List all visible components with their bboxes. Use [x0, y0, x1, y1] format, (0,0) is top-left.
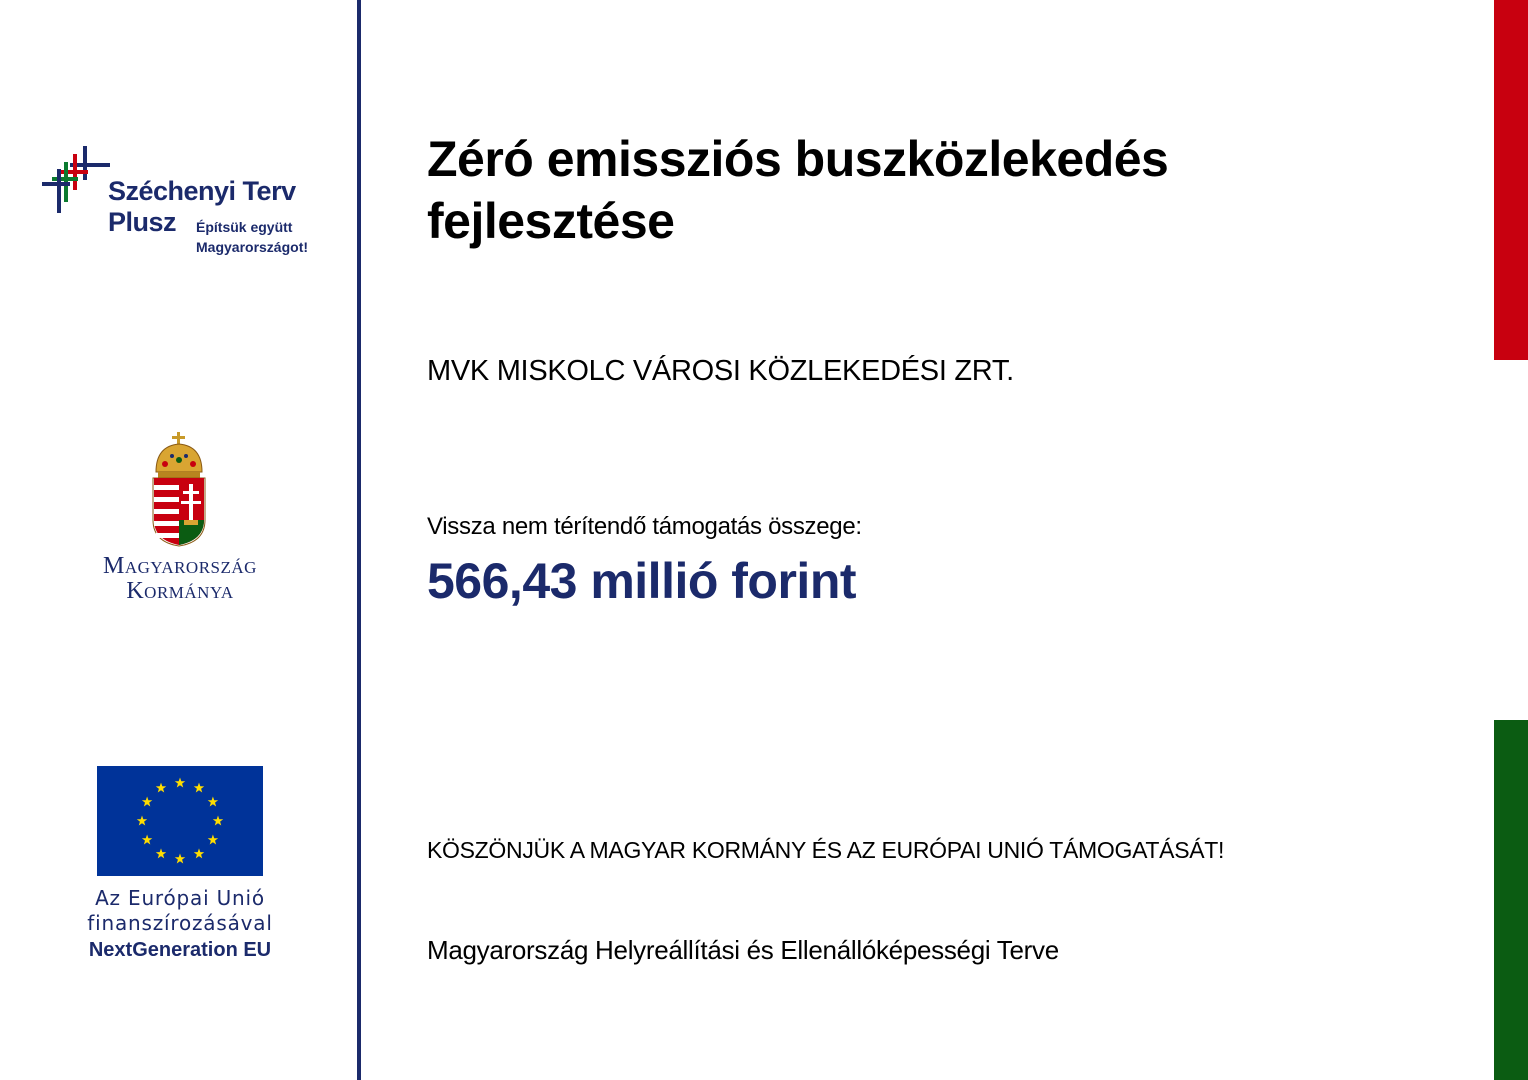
government-line-2: Kormánya — [126, 578, 234, 604]
szechenyi-tagline-1: Építsük együtt — [196, 219, 293, 235]
eu-flag-icon — [97, 766, 263, 876]
eu-star-icon — [175, 854, 185, 864]
eu-line-1: Az Európai Unió — [95, 886, 265, 910]
eu-stars — [97, 766, 263, 876]
eu-star-icon — [142, 797, 152, 807]
government-logo — [60, 430, 300, 610]
grant-amount-label: Vissza nem térítendő támogatás összege: — [427, 513, 862, 540]
eu-star-icon — [213, 816, 223, 826]
eu-star-icon — [156, 848, 166, 858]
government-line-1: Magyarország — [103, 553, 257, 579]
eu-funding-text — [40, 886, 320, 964]
szechenyi-tagline-2: Magyarországot! — [196, 239, 309, 255]
thanks-message: KÖSZÖNJÜK A MAGYAR KORMÁNY ÉS AZ EURÓPAI UNIÓ TÁMOGATÁSÁT! — [427, 837, 1225, 863]
beneficiary-name: MVK MISKOLC VÁROSI KÖZLEKEDÉSI ZRT. — [427, 355, 1014, 387]
logo-column — [0, 0, 358, 1080]
eu-star-icon — [194, 848, 204, 858]
eu-star-icon — [194, 783, 204, 793]
szechenyi-terv-plusz-logo — [40, 143, 330, 263]
eu-star-icon — [137, 816, 147, 826]
eu-star-icon — [175, 778, 185, 788]
vertical-divider — [357, 0, 361, 1080]
szechenyi-cross-icon — [40, 143, 112, 215]
eu-star-icon — [208, 797, 218, 807]
flag-stripe-red — [1494, 0, 1528, 360]
project-title: Zéró emissziós buszközlekedés fejlesztése — [427, 131, 1169, 249]
flag-stripe-green — [1494, 720, 1528, 1080]
szechenyi-title: Széchenyi Terv — [108, 176, 296, 206]
eu-star-icon — [156, 783, 166, 793]
szechenyi-plusz: Plusz — [108, 207, 177, 237]
eu-star-icon — [142, 835, 152, 845]
eu-star-icon — [208, 835, 218, 845]
eu-nextgeneration: NextGeneration EU — [88, 939, 272, 961]
government-name — [60, 554, 300, 604]
plan-name: Magyarország Helyreállítási és Ellenállóképességi Terve — [427, 935, 1059, 965]
grant-amount: 566,43 millió forint — [427, 553, 857, 609]
eu-line-2: finanszírozásával — [87, 911, 273, 935]
coat-of-arms-icon — [150, 432, 208, 547]
